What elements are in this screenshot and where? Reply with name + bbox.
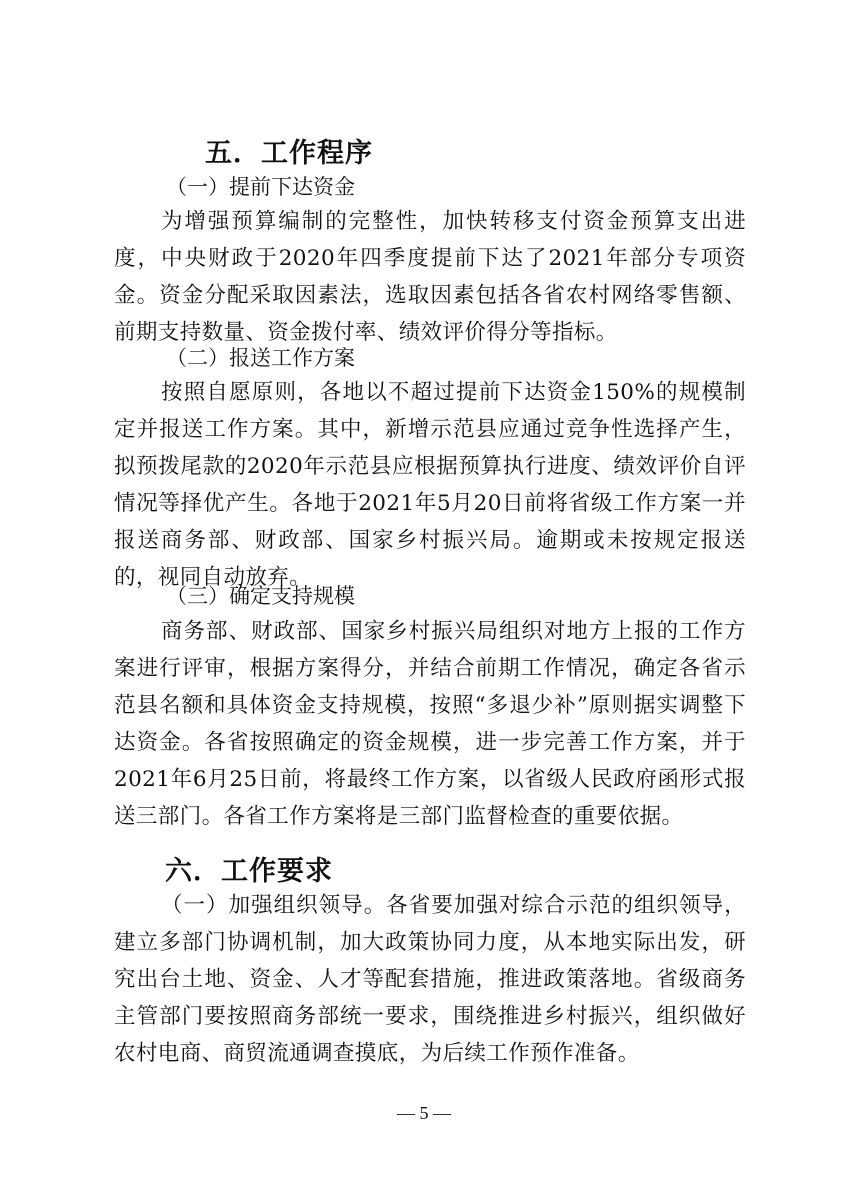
section-5-2-paragraph: 按照自愿原则，各地以不超过提前下达资金150%的规模制定并报送工作方案。其中，新增示范县应通过竞争性选择产生，拟预拨尾款的2020年示范县应根据预算执行进度、绩效评价自评情况等择优产生。各地于2021年5月20日前将省级工作方案一并报送商务部、财政部、国家乡村振兴局。逾期或未按规定报送的，视同自动放弃。: [114, 380, 746, 590]
section-5-1-paragraph: 为增强预算编制的完整性，加快转移支付资金预算支出进度，中央财政于2020年四季度提前下达了2021年部分专项资金。资金分配采取因素法，选取因素包括各省农村网络零售额、前期支持数量、资金拨付率、绩效评价得分等指标。: [114, 209, 746, 345]
page-number: — 5 —: [397, 1103, 451, 1123]
section-5-heading: 五．工作程序: [205, 138, 373, 169]
section-5-3-title: （三）确定支持规模: [166, 584, 355, 608]
section-6-1-paragraph: [114, 887, 746, 1072]
section-6-1-body: 各省要加强对综合示范的组织领导，建立多部门协调机制，加大政策协同力度，从本地实际出发，研究出台土地、资金、人才等配套措施，推进政策落地。省级商务主管部门要按照商务部统一要求，围绕推进乡村振兴，组织做好农村电商、商贸流通调查摸底，为后续工作预作准备。: [114, 893, 746, 1066]
section-6-heading: 六．工作要求: [165, 856, 333, 887]
section-5-1-title: （一）提前下达资金: [166, 175, 355, 199]
section-5-3-paragraph: 商务部、财政部、国家乡村振兴局组织对地方上报的工作方案进行评审，根据方案得分，并结合前期工作情况，确定各省示范县名额和具体资金支持规模，按照“多退少补”原则据实调整下达资金。各省按照确定的资金规模，进一步完善工作方案，并于2021年6月25日前，将最终工作方案，以省级人民政府函形式报送三部门。各省工作方案将是三部门监督检查的重要依据。: [114, 619, 746, 829]
section-6-1-lead: （一）加强组织领导。: [161, 893, 387, 918]
section-5-2-title: （二）报送工作方案: [166, 346, 355, 370]
